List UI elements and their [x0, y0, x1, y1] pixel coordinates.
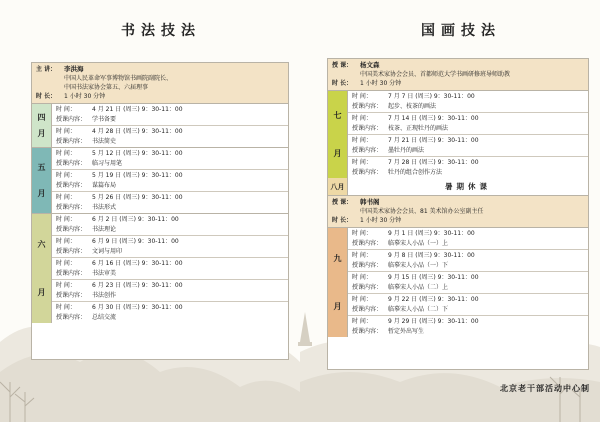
teacher-label: 授 课：: [332, 199, 353, 206]
month-label-char: 七: [333, 111, 342, 121]
session-content: 总结交流: [92, 313, 117, 321]
time-label: 时 间：: [56, 238, 76, 245]
teacher-name: 杨文森: [360, 61, 380, 69]
content-label: 授课内容：: [352, 168, 383, 176]
teacher-label: 授 课：: [332, 62, 353, 69]
teacher-desc: 中国人民革命军事博物馆书画院副院长、: [64, 75, 173, 82]
teacher-desc: 中国美术家协会会员、81 美术馆办公室副主任: [360, 208, 484, 215]
august-holiday-row: [328, 178, 588, 196]
content-label: 授课内容：: [56, 115, 87, 123]
session-time: 9 月 8 日 (周三) 9：30-11：00: [388, 252, 475, 259]
session-content: 临摹宋人小品（一）下: [388, 261, 449, 269]
month-block-july: [328, 91, 588, 178]
session-row: [348, 228, 588, 250]
time-label: 时 间：: [56, 172, 76, 179]
page-title-painting: 国画技法: [421, 23, 501, 39]
session-time: 9 月 22 日 (周三) 9：30-11：00: [388, 296, 479, 303]
session-content: 起步、枝茶的画法: [388, 102, 437, 110]
month-block-may: [32, 148, 288, 214]
duration-value: 1 小时 30 分钟: [360, 217, 402, 224]
content-label: 授课内容：: [56, 291, 87, 299]
session-time: 7 月 7 日 (周三) 9：30-11：00: [388, 93, 475, 100]
time-label: 时 间：: [352, 230, 372, 237]
content-label: 授课内容：: [352, 327, 383, 335]
teacher-name: 李洪海: [64, 65, 84, 73]
duration-label: 时 长：: [332, 80, 353, 87]
month-label-char: 月: [333, 148, 342, 158]
session-row: [348, 157, 588, 178]
month-label-char: 六: [37, 239, 46, 249]
time-label: 时 间：: [56, 106, 76, 113]
session-row: [348, 250, 588, 272]
content-label: 授课内容：: [56, 203, 87, 211]
time-label: 时 间：: [352, 274, 372, 281]
month-label-september: [328, 228, 348, 337]
session-time: 5 月 19 日 (周三) 9：30-11：00: [92, 172, 183, 179]
session-time: 9 月 15 日 (周三) 9：30-11：00: [388, 274, 479, 281]
session-row: [348, 316, 588, 337]
session-content: 书法简史: [92, 137, 117, 145]
session-row: [52, 148, 288, 170]
month-label-char: 月: [333, 302, 342, 312]
month-label-char: 月: [37, 189, 46, 199]
session-row: [52, 280, 288, 302]
session-time: 9 月 29 日 (周三) 9：30-11：00: [388, 318, 479, 325]
content-label: 授课内容：: [56, 247, 87, 255]
session-time: 5 月 26 日 (周三) 9：30-11：00: [92, 194, 183, 201]
calligraphy-schedule-panel: [31, 62, 289, 360]
session-row: [52, 126, 288, 147]
footer-credit: 北京老干部活动中心制: [500, 384, 590, 393]
session-time: 4 月 28 日 (周三) 9：30-11：00: [92, 128, 183, 135]
session-content: 临摹宋人小品（二）上: [388, 283, 449, 291]
session-content: 书法形式: [92, 203, 117, 211]
month-label-char: 四: [37, 113, 46, 123]
session-time: 6 月 16 日 (周三) 9：30-11：00: [92, 260, 183, 267]
content-label: 授课内容：: [56, 159, 87, 167]
duration-value: 1 小时 30 分钟: [64, 93, 106, 100]
page-title-calligraphy: 书法技法: [121, 23, 201, 39]
content-label: 授课内容：: [352, 239, 383, 247]
session-time: 7 月 28 日 (周三) 9：30-11：00: [388, 159, 479, 166]
content-label: 授课内容：: [352, 124, 383, 132]
teacher-info: [328, 196, 588, 228]
time-label: 时 间：: [56, 260, 76, 267]
holiday-text: 暑期休课: [445, 182, 491, 191]
session-time: 7 月 14 日 (周三) 9：30-11：00: [388, 115, 479, 122]
time-label: 时 间：: [352, 137, 372, 144]
session-time: 9 月 1 日 (周三) 9：30-11：00: [388, 230, 475, 237]
session-time: 6 月 9 日 (周三) 9：30-11：00: [92, 238, 179, 245]
time-label: 时 间：: [56, 128, 76, 135]
month-label-char: 月: [37, 288, 46, 298]
time-label: 时 间：: [56, 194, 76, 201]
teacher-desc: 中国书法家协会第五、六届理事: [64, 84, 149, 91]
month-label-char: 九: [333, 253, 342, 263]
time-label: 时 间：: [352, 296, 372, 303]
teacher-label: 主 讲：: [36, 66, 57, 73]
month-label-august: 八月: [328, 178, 348, 195]
month-label-june: [32, 214, 52, 323]
session-content: 临习与用笔: [92, 159, 123, 167]
session-content: 谋篇布局: [92, 181, 117, 189]
session-time: 5 月 12 日 (周三) 9：30-11：00: [92, 150, 183, 157]
teacher-info: [32, 63, 288, 104]
time-label: 时 间：: [56, 216, 76, 223]
session-content: 书法理论: [92, 225, 117, 233]
session-content: 学书备要: [92, 115, 117, 123]
time-label: 时 间：: [56, 304, 76, 311]
time-label: 时 间：: [352, 252, 372, 259]
session-row: [52, 170, 288, 192]
duration-value: 1 小时 30 分钟: [360, 80, 402, 87]
month-block-september: [328, 228, 588, 337]
month-block-june: [32, 214, 288, 323]
content-label: 授课内容：: [56, 181, 87, 189]
session-time: 7 月 21 日 (周三) 9：30-11：00: [388, 137, 479, 144]
time-label: 时 间：: [56, 150, 76, 157]
session-row: [348, 135, 588, 157]
duration-label: 时 长：: [36, 93, 57, 100]
session-row: [348, 91, 588, 113]
session-row: [348, 272, 588, 294]
session-content: 牡丹的组合创作方法: [388, 168, 443, 176]
session-time: 4 月 21 日 (周三) 9：30-11：00: [92, 106, 183, 113]
session-content: 枝茶、正现牡丹的画法: [388, 124, 449, 132]
content-label: 授课内容：: [352, 146, 383, 154]
session-content: 临摹宋人小品（一）上: [388, 239, 449, 247]
content-label: 授课内容：: [352, 102, 383, 110]
session-row: [52, 214, 288, 236]
teacher-info: [328, 59, 588, 91]
session-time: 6 月 30 日 (周三) 9：30-11：00: [92, 304, 183, 311]
content-label: 授课内容：: [56, 313, 87, 321]
session-content: 临摹宋人小品（二）下: [388, 305, 449, 313]
content-label: 授课内容：: [352, 261, 383, 269]
painting-schedule-panel: [327, 58, 589, 370]
content-label: 授课内容：: [352, 305, 383, 313]
month-label-may: [32, 148, 52, 213]
session-content: 书法审美: [92, 269, 117, 277]
month-label-july: [328, 91, 348, 178]
content-label: 授课内容：: [352, 283, 383, 291]
month-label-char: 五: [37, 162, 46, 172]
session-content: 文词与用印: [92, 247, 123, 255]
month-block-april: [32, 104, 288, 148]
session-content: 书法创作: [92, 291, 117, 299]
time-label: 时 间：: [352, 159, 372, 166]
content-label: 授课内容：: [56, 137, 87, 145]
session-row: [52, 104, 288, 126]
teacher-desc: 中国美术家协会会员、首都师范大学书画研修班导师助教: [360, 71, 511, 78]
session-row: [52, 236, 288, 258]
session-row: [52, 192, 288, 213]
session-row: [348, 113, 588, 135]
time-label: 时 间：: [352, 115, 372, 122]
session-row: [52, 258, 288, 280]
teacher-name: 韩书阁: [360, 198, 380, 206]
time-label: 时 间：: [56, 282, 76, 289]
time-label: 时 间：: [352, 93, 372, 100]
duration-label: 时 长：: [332, 217, 353, 224]
content-label: 授课内容：: [56, 269, 87, 277]
session-row: [348, 294, 588, 316]
time-label: 时 间：: [352, 318, 372, 325]
session-row: [52, 302, 288, 323]
content-label: 授课内容：: [56, 225, 87, 233]
session-time: 6 月 23 日 (周三) 9：30-11：00: [92, 282, 183, 289]
session-content: 墨牡丹的画法: [388, 146, 425, 154]
session-content: 暂定外出写生: [388, 327, 425, 335]
session-time: 6 月 2 日 (周三) 9：30-11：00: [92, 216, 179, 223]
month-label-april: [32, 104, 52, 147]
month-label-char: 月: [37, 128, 46, 138]
